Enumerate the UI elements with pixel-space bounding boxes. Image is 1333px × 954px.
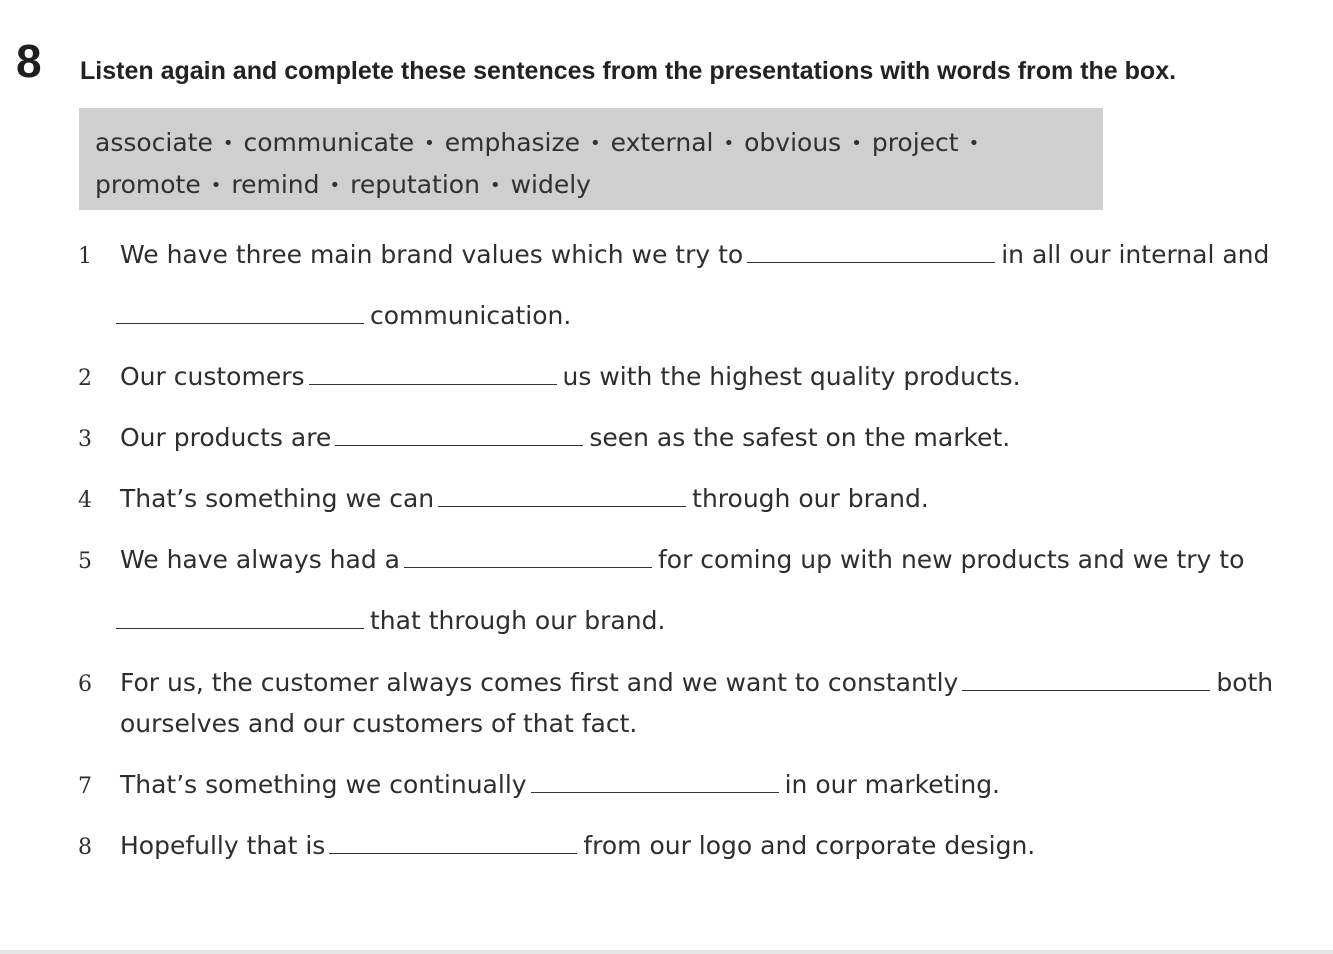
- sentence-text: Our customers: [120, 362, 305, 391]
- answer-blank-5b[interactable]: [116, 606, 364, 629]
- sentence-number: 7: [78, 774, 92, 799]
- word-project: project: [871, 128, 959, 157]
- sentence-text: That’s something we can: [120, 484, 435, 513]
- word-communicate: communicate: [243, 128, 415, 157]
- word-remind: remind: [231, 170, 320, 199]
- bullet-separator: •: [222, 133, 234, 154]
- bullet-separator: •: [723, 133, 735, 154]
- sentence-text: from our logo and corporate design.: [583, 831, 1036, 860]
- word-box-line-1: [95, 122, 1087, 164]
- answer-blank-8[interactable]: [329, 831, 577, 854]
- bullet-separator: •: [968, 133, 980, 154]
- page-bottom-edge: [0, 950, 1333, 954]
- bullet-separator: •: [489, 175, 501, 196]
- word-reputation: reputation: [350, 170, 480, 199]
- word-associate: associate: [95, 128, 213, 157]
- answer-blank-3[interactable]: [335, 423, 583, 446]
- sentence-text: in all our internal and: [1001, 240, 1270, 269]
- answer-blank-6[interactable]: [962, 668, 1210, 691]
- sentence-text: Our products are: [120, 423, 332, 452]
- sentence-text: for coming up with new products and we try to: [657, 545, 1245, 574]
- answer-blank-7[interactable]: [531, 770, 779, 793]
- sentence-text: ourselves and our customers of that fact.: [120, 709, 638, 738]
- answer-blank-2[interactable]: [309, 362, 557, 385]
- sentence-text: We have three main brand values which we try to: [120, 240, 744, 269]
- sentence-text: For us, the customer always comes first and we want to constantly: [120, 668, 959, 697]
- exercise-instruction: Listen again and complete these sentences from the presentations with words from the box.: [80, 57, 1177, 85]
- word-box: [79, 108, 1103, 210]
- answer-blank-1b[interactable]: [116, 301, 364, 324]
- word-emphasize: emphasize: [444, 128, 580, 157]
- sentence-text: that through our brand.: [370, 606, 666, 635]
- sentence-text: Hopefully that is: [120, 831, 326, 860]
- bullet-separator: •: [210, 175, 222, 196]
- answer-blank-5a[interactable]: [404, 545, 652, 568]
- sentence-text: seen as the safest on the market.: [589, 423, 1011, 452]
- sentence-text: in our marketing.: [784, 770, 1001, 799]
- word-widely: widely: [510, 170, 591, 199]
- sentence-number: 4: [78, 488, 92, 513]
- sentence-number: 2: [78, 366, 92, 391]
- bullet-separator: •: [851, 133, 862, 154]
- word-box-line-2: [95, 164, 1087, 206]
- sentence-number: 1: [78, 244, 92, 269]
- word-obvious: obvious: [744, 128, 842, 157]
- sentence-text: We have always had a: [120, 545, 400, 574]
- exercise-number: 8: [16, 35, 42, 87]
- sentence-number: 8: [78, 835, 92, 860]
- sentence-text: communication.: [370, 301, 572, 330]
- bullet-separator: •: [424, 133, 435, 154]
- sentence-text: That’s something we continually: [120, 770, 527, 799]
- sentence-number: 3: [78, 427, 92, 452]
- bullet-separator: •: [590, 133, 601, 154]
- answer-blank-4[interactable]: [438, 484, 686, 507]
- sentence-text: through our brand.: [692, 484, 929, 513]
- sentence-text: us with the highest quality products.: [562, 362, 1021, 391]
- word-promote: promote: [95, 170, 201, 199]
- sentence-text: both: [1216, 668, 1274, 697]
- sentence-number: 5: [78, 549, 92, 574]
- word-external: external: [610, 128, 714, 157]
- answer-blank-1a[interactable]: [747, 240, 995, 263]
- bullet-separator: •: [329, 175, 341, 196]
- sentence-number: 6: [78, 672, 92, 697]
